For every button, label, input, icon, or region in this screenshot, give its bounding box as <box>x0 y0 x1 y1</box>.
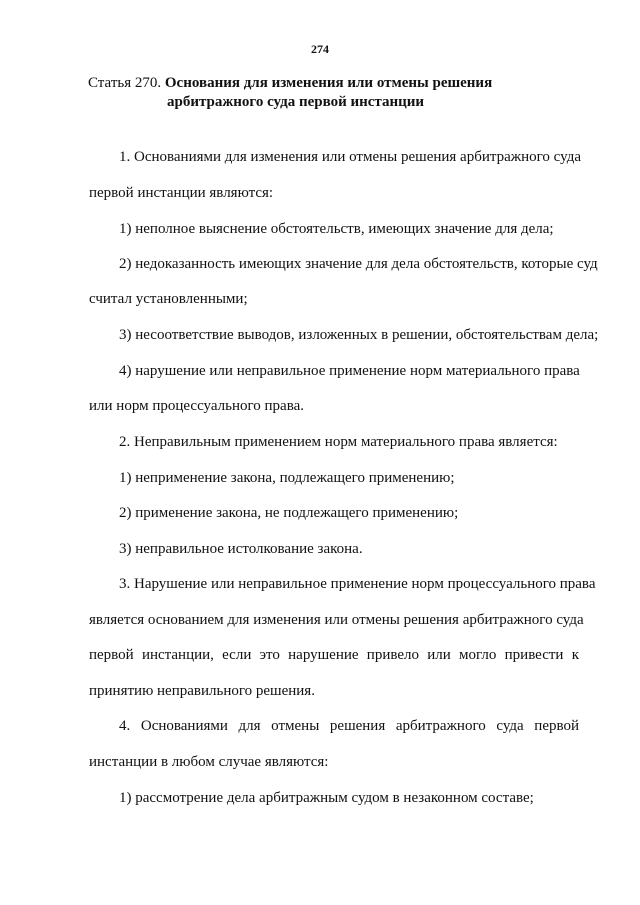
list-item-1-3: 3) несоответствие выводов, изложенных в решении, обстоятельствам дела; <box>119 327 599 343</box>
paragraph-4-line-2: инстанции в любом случае являются: <box>89 754 329 770</box>
paragraph-1-line-2: первой инстанции являются: <box>89 185 274 201</box>
article-number: Статья 270. <box>88 75 162 91</box>
paragraph-3-line-4: принятию неправильного решения. <box>89 683 315 699</box>
list-item-1-4-line-1: 4) нарушение или неправильное применение норм материального права <box>119 363 580 379</box>
paragraph-3-line-1: 3. Нарушение или неправильное применение норм процессуального права <box>119 576 596 592</box>
list-item-2-2: 2) применение закона, не подлежащего применению; <box>119 505 459 521</box>
list-item-1-2-line-2: считал установленными; <box>89 291 248 307</box>
list-item-1-1: 1) неполное выяснение обстоятельств, имеющих значение для дела; <box>119 221 554 237</box>
article-title-line-1: Основания для изменения или отмены решения <box>164 75 493 91</box>
list-item-1-4-line-2: или норм процессуального права. <box>89 398 304 414</box>
page-number: 274 <box>311 42 329 56</box>
list-item-2-1: 1) неприменение закона, подлежащего применению; <box>119 470 455 486</box>
article-heading <box>88 74 558 112</box>
paragraph-4-line-1: 4. Основаниями для отмены решения арбитражного суда первой <box>119 718 579 734</box>
paragraph-3-line-3: первой инстанции, если это нарушение привело или могло привести к <box>89 647 579 663</box>
paragraph-1-line-1: 1. Основаниями для изменения или отмены решения арбитражного суда <box>119 149 581 165</box>
list-item-4-1: 1) рассмотрение дела арбитражным судом в незаконном составе; <box>119 790 534 806</box>
article-title-line-2: арбитражного суда первой инстанции <box>167 94 425 110</box>
list-item-2-3: 3) неправильное истолкование закона. <box>119 541 363 557</box>
paragraph-2: 2. Неправильным применением норм материального права является: <box>119 434 558 450</box>
list-item-1-2-line-1: 2) недоказанность имеющих значение для дела обстоятельств, которые суд <box>119 256 598 272</box>
paragraph-3-line-2: является основанием для изменения или отмены решения арбитражного суда <box>89 612 584 628</box>
